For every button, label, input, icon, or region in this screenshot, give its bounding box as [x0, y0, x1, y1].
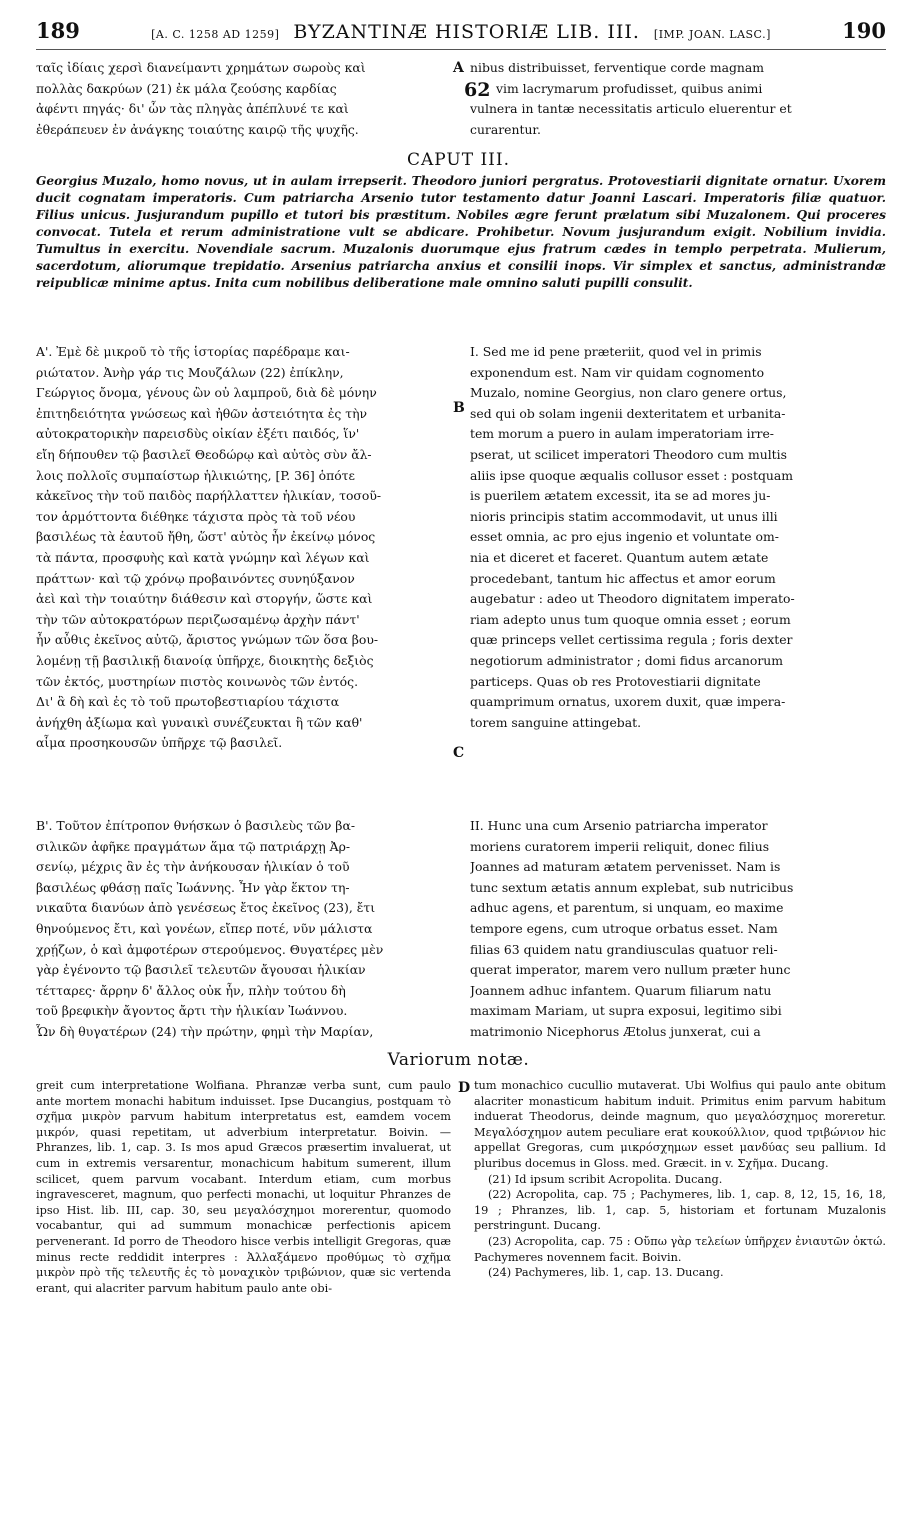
text-line: βασιλέως φθάσῃ παῖς Ἰωάννης. Ἦν γὰρ ἕκτον τη-: [36, 879, 350, 895]
text-line: matrimonio Nicephorus Ætolus junxerat, cui a: [470, 1023, 761, 1039]
text-line: tem morum a puero in aulam imperatoriam irre-: [470, 426, 774, 442]
greek-section-2-visible: [36, 816, 451, 1046]
notes-right-column: [474, 1078, 886, 1528]
text-line: πράττων· καὶ τῷ χρόνῳ προβαινόντες συνηύξανον: [36, 570, 355, 586]
text-line: τέτταρες· ἄρρην δ' ἄλλος οὐκ ἦν, πλὴν τούτου δὴ: [36, 982, 346, 998]
text-line: νικαῦτα διανύων ἀπὸ γενέσεως ἔτος ἐκεῖνος (23), ἔτι: [36, 900, 376, 916]
text-line: aliis ipse quoque æqualis collusor esset : postquam: [470, 467, 793, 483]
text-line: vulnera in tantæ necessitatis articulo eluerentur et: [470, 101, 792, 117]
text-line: nia et diceret et faceret. Quantum autem ætate: [470, 549, 769, 565]
margin-letter-b: B: [453, 400, 465, 416]
note-paragraph: greit cum interpretatione Wolfiana. Phranzæ verba sunt, cum paulo ante mortem monachi habitum induisset. Ipse Ducangius, postquam τὸ σχῆμα μικρὸν parvum habitum interpretatus est, eamdem vocem μικρόν, quasi repetitam, ut adverbium interpretatur. Boivin. — Phranzes, lib. 1, cap. 3. Is mos apud Græcos præsertim invaluerat, ut cum in extremis versarentur, monachicum habitum sumerent, illum scilicet, quem parvum vocabant. Interdum etiam, cum morbus ingravesceret, magnum, quo perfecti monachi, ut loquitur Phranzes de ipso Hist. lib. III, cap. 30, seu μεγαλόσχημοι morerentur, quomodo vocabantur, qui ad summum monachicæ perfectionis apicem pervenerant. Id porro de Theodoro hisce verbis intelligit Gregoras, quæ minus recte reddidit interpres : Ἀλλαξάμενο προθύμως τὸ σχῆμα μικρὸν πρὸ τῆς τελευτῆς ἐς τὸ μοναχικὸν τριβώνιον, quæ sic vertenda erant, qui alacriter parvum habitum paulo ante obi-: [36, 1079, 451, 1295]
text-line: querat imperator, marem vero nullum præter hunc: [470, 962, 791, 978]
text-line: Ὧν δὴ θυγατέρων (24) τὴν πρώτην, φημὶ τὴν Μαρίαν,: [36, 1023, 374, 1039]
text-line: κἀκεῖνος τὴν τοῦ παιδὸς παρήλλαττεν ἡλικίαν, τοσοῦ-: [36, 488, 382, 504]
text-line: sed qui ob solam ingenii dexteritatem et urbanita-: [470, 405, 786, 421]
text-line: ἀφέντι πηγάς· δι' ὧν τὰς πληγὰς ἀπέπλυνέ τε καὶ: [36, 101, 349, 117]
text-line: τὴν τῶν αὐτοκρατόρων περιζωσαμένῳ ἀρχὴν πάντ': [36, 611, 360, 627]
text-line: τῶν ἐκτός, μυστηρίων πιστὸς κοινωνὸς τῶν ἐντός.: [36, 673, 359, 689]
page-marker-62: 62: [464, 79, 491, 101]
text-line: nibus distribuisset, ferventique corde magnam: [470, 60, 765, 75]
text-line: maximam Mariam, ut supra exposui, legitimo sibi: [470, 1003, 782, 1019]
text-line: τον ἁρμόττοντα διέθηκε τάχιστα πρὸς τὰ τοῦ νέου: [36, 508, 356, 524]
page-header: [36, 18, 886, 50]
text-line: II. Hunc una cum Arsenio patriarcha imperator: [470, 818, 768, 833]
text-line: αὐτοκρατορικὴν παρεισδὺς οἰκίαν ἐξέτι παιδός, ἵν': [36, 426, 360, 442]
left-page-number: 189: [36, 18, 80, 43]
greek-section-1: [36, 342, 451, 754]
text-line: curarentur.: [470, 121, 541, 137]
text-line: exponendum est. Nam vir quidam cognomento: [470, 364, 765, 380]
text-line: Δι' ἃ δὴ καὶ ἐς τὸ τοῦ πρωτοβεστιαρίου τάχιστα: [36, 694, 340, 710]
text-line: I. Sed me id pene præteriit, quod vel in primis: [470, 344, 762, 359]
top-greek-column: [36, 58, 451, 140]
text-line: αἷμα προσηκουσῶν ὑπῆρχε τῷ βασιλεῖ.: [36, 735, 283, 751]
text-line: λοις πολλοῖς συμπαίστωρ ἡλικιώτης, [P. 36] ὁπότε: [36, 467, 355, 483]
text-line: filias 63 quidem natu grandiusculas quatuor reli-: [470, 941, 778, 957]
text-line: augebatur : adeo ut Theodoro dignitatem imperato-: [470, 591, 795, 607]
text-line: ταῖς ἰδίαις χερσὶ διανείμαντι χρημάτων σωροὺς καὶ: [36, 60, 366, 75]
text-line: ριώτατον. Ἀνὴρ γάρ τις Μουζάλων (22) ἐπίκλην,: [36, 364, 344, 380]
text-line: Β'. Τοῦτον ἐπίτροπον θνήσκων ὁ βασιλεὺς τῶν βα-: [36, 818, 356, 833]
text-line: esset omnia, ac pro ejus ingenio et voluntate om-: [470, 529, 779, 545]
text-line: quamprimum ornatus, uxorem duxit, quæ impera-: [470, 694, 786, 710]
text-line: Α'. Ἐμὲ δὲ μικροῦ τὸ τῆς ἱστορίας παρέδραμε και-: [36, 344, 350, 359]
notes-left-column: [36, 1078, 451, 1528]
text-line: riam adepto unus tum quoque omnia esset ; eorum: [470, 611, 791, 627]
text-line: ἦν αὖθις ἐκεῖνος αὐτῷ, ἄριστος γνώμων τῶν ὅσα βου-: [36, 632, 379, 648]
section-label: [IMP. JOAN. LASC.]: [653, 28, 771, 41]
latin-section-2: [470, 816, 886, 1046]
text-line: torem sanguine attingebat.: [470, 714, 642, 730]
text-line: Muzalo, nomine Georgius, non claro genere ortus,: [470, 385, 787, 401]
text-line: tempore egens, cum utroque orbatus esset. Nam: [470, 920, 778, 936]
text-line: τὰ πάντα, προσφυὴς καὶ κατὰ γνώμην καὶ λέγων καὶ: [36, 549, 370, 565]
note-paragraph: (21) Id ipsum scribit Acropolita. Ducang.: [488, 1172, 723, 1186]
latin-section-1: [470, 342, 886, 733]
chapter-summary: Georgius Muzalo, homo novus, ut in aulam irrepserit. Theodoro juniori pergratus. Protovestiarii dignitate ornatur. Uxorem ducit cognatam imperatoris. Cum patriarcha Arsenio tutor testamento datur Joanni Lascari. Imperatoris filiæ quatuor. Filius unicus. Jusjurandum pupillo et tutori bis præstitum. Nobiles ægre ferunt prælatum sibi Muzalonem. Qui proceres convocat. Tutela et rerum administratione vult se abdicare. Prohibetur. Novum jusjurandum exigit. Nobilium invidia. Tumultus in exercitu. Novendiale sacrum. Muzalonis duorumque ejus fratrum cædes in templo perpetrata. Mulierum, sacerdotum, aliorumque trepidatio. Arsenius patriarcha anxius et consilii inops. Vir simplex et sanctus, administrandæ reipublicæ minime aptus. Inita cum nobilibus deliberatione male omnino saluti pupilli consulit.: [36, 174, 886, 290]
text-line: γὰρ ἐγένοντο τῷ βασιλεῖ τελευτῶν ἄγουσαι ἡλικίαν: [36, 962, 366, 978]
text-line: λομένῃ τῇ βασιλικῇ διανοίᾳ ὑπῆρχε, διοικητὴς δεξιὸς: [36, 652, 374, 668]
chapter-heading: CAPUT III.: [406, 150, 511, 170]
text-line: pserat, ut scilicet imperatori Theodoro cum multis: [470, 446, 787, 462]
text-line: σενίῳ, μέχρις ἂν ἐς τὴν ἀνήκουσαν ἡλικίαν ὁ τοῦ: [36, 859, 350, 875]
text-line: quæ princeps vellet certissima regula ; foris dexter: [470, 632, 793, 648]
text-line: βασιλέως τὰ ἑαυτοῦ ἤθη, ὥστ' αὐτὸς ἦν ἐκείνῳ μόνος: [36, 529, 376, 545]
text-line: negotiorum administrator ; domi fidus arcanorum: [470, 652, 783, 668]
text-line: πολλὰς δακρύων (21) ἐκ μάλα ζεούσης καρδίας: [36, 80, 337, 96]
note-paragraph: (24) Pachymeres, lib. 1, cap. 13. Ducang.: [488, 1266, 724, 1280]
text-line: is puerilem ætatem excessit, ita se ad mores ju-: [470, 488, 771, 504]
year-range: [A. C. 1258 AD 1259]: [151, 28, 280, 41]
text-line: Γεώργιος ὄνομα, γένους ὢν οὐ λαμπροῦ, διὰ δὲ μόνην: [36, 385, 377, 401]
text-line: adhuc agens, et parentum, si unquam, eo maxime: [470, 900, 784, 916]
text-line: Joannem adhuc infantem. Quarum filiarum natu: [470, 982, 772, 998]
text-line: ἀεὶ καὶ τὴν τοιαύτην διάθεσιν καὶ στοργήν, ὥστε καὶ: [36, 591, 373, 607]
text-line: vim lacrymarum profudisset, quibus animi: [496, 80, 763, 96]
margin-letter-a: A: [453, 60, 464, 76]
text-line: particeps. Quas ob res Protovestiarii dignitate: [470, 673, 761, 689]
top-latin-column: [470, 58, 886, 140]
text-line: Joannes ad maturam ætatem pervenisset. Nam is: [470, 859, 781, 875]
text-line: θηνούμενος ἔτι, καὶ γονέων, εἴπερ ποτέ, νῦν μάλιστα: [36, 920, 373, 936]
right-page-number: 190: [842, 18, 886, 43]
note-paragraph: tum monachico cucullio mutaverat. Ubi Wolfius qui paulo ante obitum alacriter monasticum habitum induit. Primitus enim parvum habitum induerat Theodorus, deinde magnum, quo μεγαλόσχημος moreretur. Μεγαλόσχημον autem peculiare erat κουκούλλιον, quod τριβώνιον hic appellat Gregoras, cum μικρόσχημων esset μανδύας seu pallium. Id pluribus docemus in Gloss. med. Græcit. in v. Σχῆμα. Ducang.: [474, 1079, 886, 1170]
margin-letter-d: D: [458, 1080, 471, 1096]
running-title: BYZANTINÆ HISTORIÆ LIB. III.: [293, 21, 640, 43]
text-line: tunc sextum ætatis annum explebat, sub nutricibus: [470, 879, 794, 895]
text-line: procedebant, tantum hic affectus et amor eorum: [470, 570, 776, 586]
note-paragraph: (23) Acropolita, cap. 75 : Οὔπω γὰρ τελείων ὑπῆρχεν ἐνιαυτῶν ὀκτώ. Pachymeres novennem facit. Boivin.: [474, 1234, 886, 1264]
notes-heading: Variorum notæ.: [387, 1050, 530, 1070]
text-line: moriens curatorem imperii reliquit, donec filius: [470, 838, 770, 854]
margin-letter-c: C: [453, 745, 465, 761]
running-head: [151, 21, 771, 43]
text-line: χρῄζων, ὁ καὶ ἀμφοτέρων στερούμενος. Θυγατέρες μὲν: [36, 941, 384, 957]
text-line: ἐπιτηδειότητα γνώσεως καὶ ἠθῶν ἀστειότητα ἐς τὴν: [36, 405, 368, 421]
note-paragraph: (22) Acropolita, cap. 75 ; Pachymeres, lib. 1, cap. 8, 12, 15, 16, 18, 19 ; Phranzes, lib. 1, cap. 5, historiam et fortunam Muzalonis perstringunt. Ducang.: [474, 1188, 886, 1233]
text-line: nioris principis statim accommodavit, ut unus illi: [470, 508, 778, 524]
text-line: ἀνήχθη ἀξίωμα καὶ γυναικὶ συνέζευκται ἣ τῶν καθ': [36, 714, 363, 730]
text-line: ἐθεράπευεν ἐν ἀνάγκης τοιαύτης καιρῷ τῆς ψυχῆς.: [36, 121, 359, 137]
text-line: εἴη δήπουθεν τῷ βασιλεῖ Θεοδώρῳ καὶ αὐτὸς σὺν ἄλ-: [36, 446, 372, 462]
text-line: τοῦ βρεφικὴν ἄγοντος ἄρτι τὴν ἡλικίαν Ἰωάννου.: [36, 1003, 348, 1019]
text-line: σιλικῶν ἀφῆκε πραγμάτων ἅμα τῷ πατριάρχῃ Ἀρ-: [36, 838, 351, 854]
